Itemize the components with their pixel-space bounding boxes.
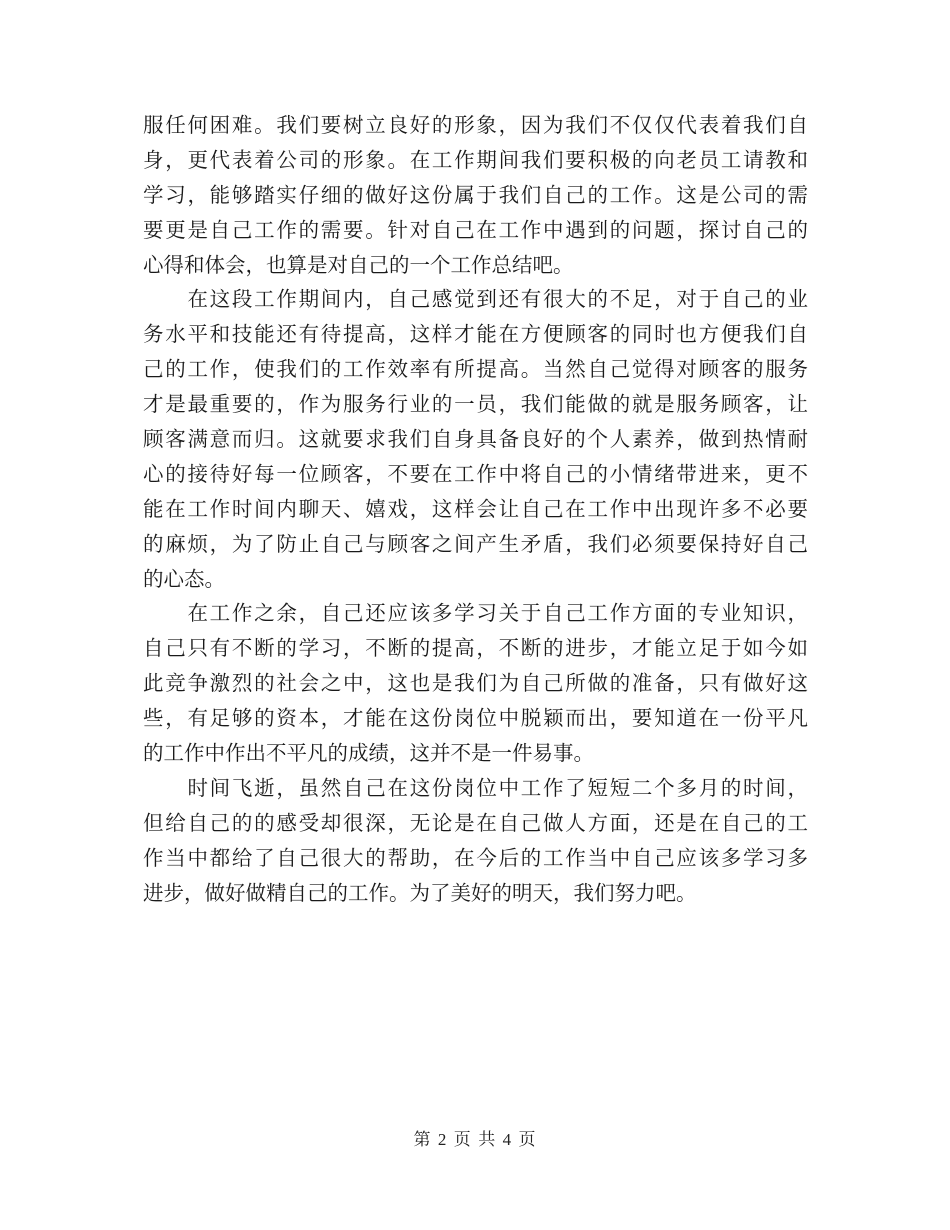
text-line: 此竞争激烈的社会之中，这也是我们为自己所做的准备，只有做好这 [143, 671, 808, 696]
text-line: 要更是自己工作的需要。针对自己在工作中遇到的问题，探讨自己的 [143, 217, 808, 242]
text-line: 学习，能够踏实仔细的做好这份属于我们自己的工作。这是公司的需 [143, 182, 808, 207]
text-line: 心的接待好每一位顾客，不要在工作中将自己的小情绪带进来，更不 [143, 461, 808, 486]
document-body [143, 108, 808, 910]
text-line: 些，有足够的资本，才能在这份岗位中脱颖而出，要知道在一份平凡 [143, 706, 808, 731]
text-line: 在工作之余，自己还应该多学习关于自己工作方面的专业知识， [143, 601, 808, 626]
text-line: 己的工作，使我们的工作效率有所提高。当然自己觉得对顾客的服务 [143, 357, 808, 382]
footer-suffix: 页 [518, 1130, 537, 1150]
page-footer [0, 1125, 950, 1150]
text-line: 进步，做好做精自己的工作。为了美好的明天，我们努力吧。 [143, 880, 697, 905]
text-line: 但给自己的的感受却很深，无论是在自己做人方面，还是在自己的工 [143, 810, 808, 835]
footer-middle: 页 共 [453, 1130, 497, 1150]
text-line: 务水平和技能还有待提高，这样才能在方便顾客的同时也方便我们自 [143, 322, 808, 347]
text-line: 作当中都给了自己很大的帮助，在今后的工作当中自己应该多学习多 [143, 845, 808, 870]
text-line: 的心态。 [143, 566, 225, 591]
text-line: 顾客满意而归。这就要求我们自身具备良好的个人素养，做到热情耐 [143, 427, 808, 452]
text-line: 能在工作时间内聊天、嬉戏，这样会让自己在工作中出现许多不必要 [143, 496, 808, 521]
text-line: 才是最重要的，作为服务行业的一员，我们能做的就是服务顾客，让 [143, 392, 808, 417]
text-line: 时间飞逝，虽然自己在这份岗位中工作了短短二个多月的时间， [143, 775, 808, 800]
text-line: 的工作中作出不平凡的成绩，这并不是一件易事。 [143, 741, 594, 766]
total-page-number: 4 [502, 1130, 513, 1149]
text-line: 心得和体会，也算是对自己的一个工作总结吧。 [143, 252, 574, 277]
text-line: 的麻烦，为了防止自己与顾客之间产生矛盾，我们必须要保持好自己 [143, 531, 808, 556]
text-line: 身，更代表着公司的形象。在工作期间我们要积极的向老员工请教和 [143, 147, 808, 172]
current-page-number: 2 [437, 1130, 448, 1149]
text-line: 服任何困难。我们要树立良好的形象，因为我们不仅仅代表着我们自 [143, 113, 808, 137]
text-line: 自己只有不断的学习，不断的提高，不断的进步，才能立足于如今如 [143, 636, 808, 661]
text-line: 在这段工作期间内，自己感觉到还有很大的不足，对于自己的业 [143, 287, 808, 312]
footer-prefix: 第 [413, 1130, 432, 1150]
